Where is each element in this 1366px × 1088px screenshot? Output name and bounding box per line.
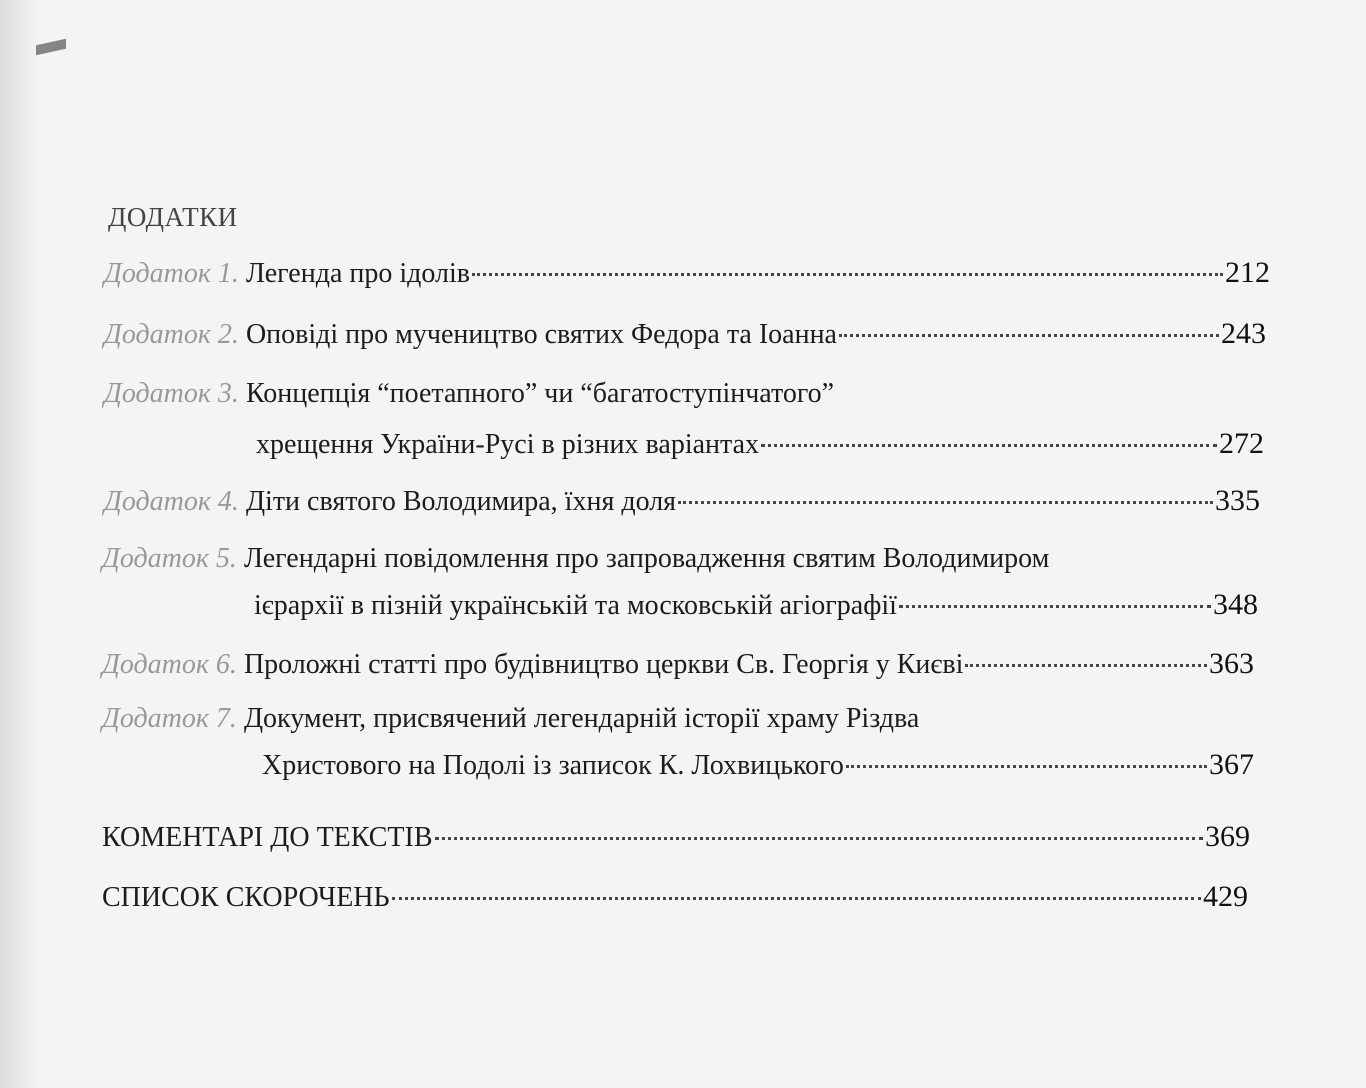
- entry-label: Додаток 1.: [104, 258, 239, 289]
- toc-entry-5: [102, 540, 1258, 625]
- entry-title-line-2: Христового на Подолі із записок К. Лохвицького: [262, 750, 844, 781]
- entry-title-line-1: Легендарні повідомлення про запровадження святим Володимиром: [243, 543, 1050, 574]
- toc-entry-4: [104, 482, 1260, 521]
- entry-title: Оповіді про мучеництво святих Федора та Іоанна: [245, 319, 837, 350]
- entry-label: Додаток 3.: [104, 378, 239, 409]
- page-number: 335: [1215, 484, 1260, 517]
- leader-dots: [846, 765, 1207, 768]
- binding-corner: [36, 39, 66, 55]
- entry-title-line-1: Концепція “поетапного” чи “багатоступінчатого”: [245, 378, 835, 409]
- entry-title: Проложні статті про будівництво церкви Св. Георгія у Києві: [243, 649, 964, 680]
- leader-dots: [472, 273, 1223, 276]
- leader-dots: [965, 664, 1207, 667]
- page-number: 243: [1221, 317, 1266, 350]
- entry-label: Додаток 5.: [102, 543, 237, 574]
- entry-label: Додаток 4.: [104, 486, 239, 517]
- page-number: 367: [1209, 748, 1254, 781]
- entry-title: Діти святого Володимира, їхня доля: [245, 486, 677, 517]
- entry-label: Додаток 6.: [102, 649, 237, 680]
- entry-title-line-2: ієрархії в пізній українській та московській агіографії: [254, 590, 897, 621]
- toc-section-abbreviations: [102, 878, 1248, 917]
- entry-title-line-1: Документ, присвячений легендарній історії храму Різдва: [243, 703, 920, 734]
- toc-entry-6: [102, 645, 1254, 684]
- entry-label: Додаток 7.: [102, 703, 237, 734]
- toc-entry-3: [104, 375, 1264, 464]
- page-number: 212: [1225, 256, 1270, 289]
- entry-title-line-2: хрещення України-Русі в різних варіантах: [256, 429, 760, 460]
- page-number: 348: [1213, 588, 1258, 621]
- page-edge-shadow: [0, 0, 40, 1088]
- section-title: СПИСОК СКОРОЧЕНЬ: [102, 882, 390, 913]
- page-number: 429: [1203, 880, 1248, 913]
- leader-dots: [899, 605, 1211, 608]
- leader-dots: [392, 897, 1201, 900]
- leader-dots: [435, 837, 1203, 840]
- toc-entry-2: [104, 315, 1266, 354]
- leader-dots: [839, 334, 1219, 337]
- toc-entry-1: [104, 254, 1270, 293]
- entry-title: Легенда про ідолів: [245, 258, 470, 289]
- page-number: 369: [1205, 820, 1250, 853]
- toc-entry-7: [102, 700, 1254, 785]
- page-number: 363: [1209, 647, 1254, 680]
- leader-dots: [678, 501, 1213, 504]
- section-title: КОМЕНТАРІ ДО ТЕКСТІВ: [102, 822, 433, 853]
- toc-section-comments: [102, 818, 1250, 857]
- entry-label: Додаток 2.: [104, 319, 239, 350]
- page-number: 272: [1219, 427, 1264, 460]
- appendices-heading: ДОДАТКИ: [108, 202, 238, 232]
- leader-dots: [761, 444, 1217, 447]
